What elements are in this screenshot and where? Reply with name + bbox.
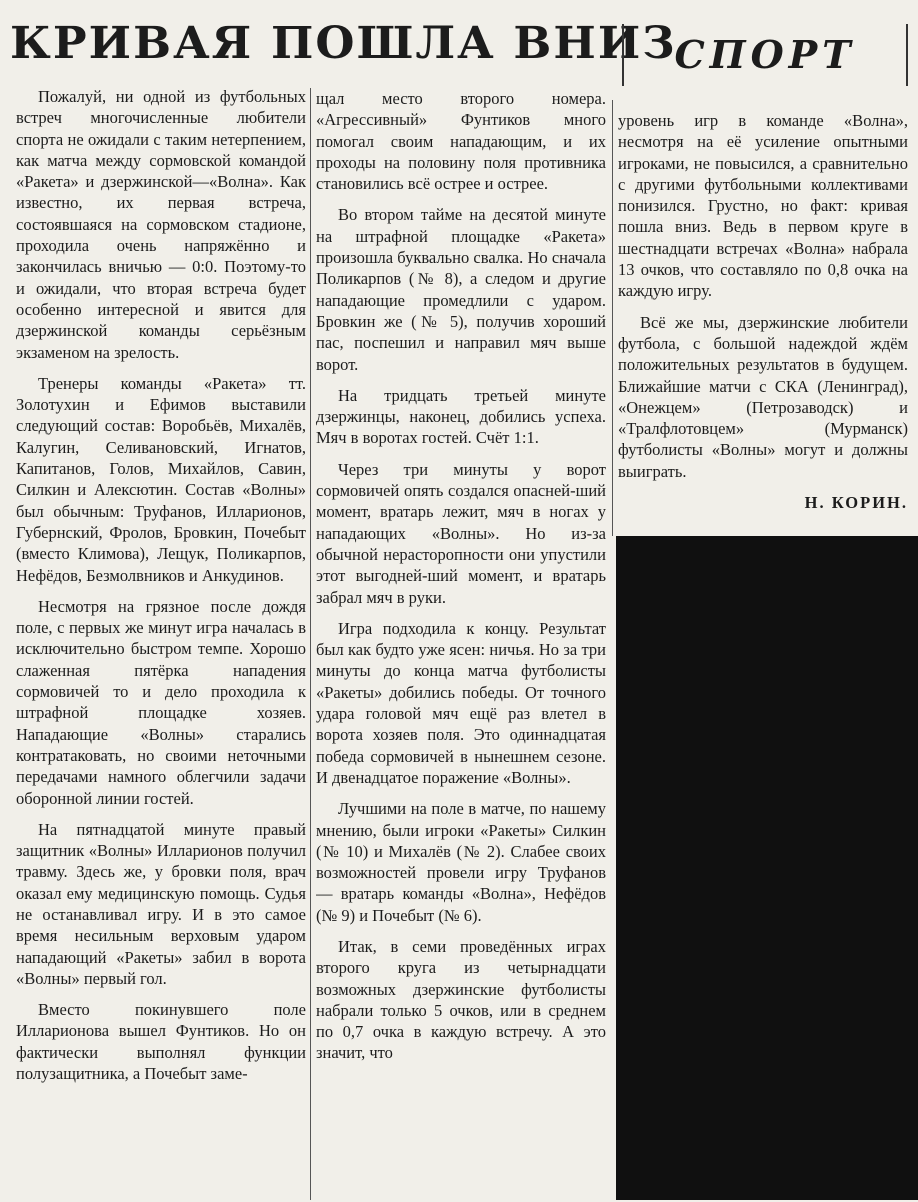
dark-redacted-area (616, 536, 918, 1200)
article-column-1 (16, 86, 306, 1200)
section-rubric (622, 24, 908, 86)
paragraph: Вместо покинувшего поле Илларионова вышел Фунтиков. Но он фактически выполнял функции полузащитника, а Почебыт заме- (16, 1000, 306, 1084)
paragraph: Несмотря на грязное после дождя поле, с первых же минут игра началась в исключительно быстром темпе. Хорошо слаженная пятёрка нападения сормовичей то и дело проходила к штрафной площадке хозяев. Нападающие «Волны» старались контратаковать, но своими неточными передачами намного облегчили задачи оборонной линии гостей. (16, 596, 306, 808)
article-column-3 (618, 110, 908, 530)
paragraph: Итак, в семи проведённых играх второго круга из четырнадцати возможных дзержинские футболисты набрали только 5 очков, или в среднем по 0,7 очка в каждую встречу. А это значит, что (316, 936, 606, 1063)
paragraph: уровень игр в команде «Волна», несмотря на её усиление опытными игроками, не повысился, а сравнительно с другими футбольными коллективами понизился. Грустно, но факт: кривая пошла вниз. Ведь в первом круге в шестнадцати встречах «Волна» набрала 13 очков, что составляло по 0,8 очка на каждую игру. (618, 111, 908, 301)
column-divider (310, 88, 311, 1200)
headline: КРИВАЯ ПОШЛА ВНИЗ (10, 18, 677, 69)
paragraph: Тренеры команды «Ракета» тт. Золотухин и Ефимов выставили следующий состав: Воробьёв, Михалёв, Калугин, Селивановский, Игнатов, Капитанов, Голов, Михайлов, Савин, Силкин и Алексютин. Состав «Волны» был обычным: Труфанов, Илларионов, Губернский, Фролов, Бровкин, Почебыт (вместо Климова), Лещук, Поликарпов, Нефёдов, Безмолвников и Анкудинов. (16, 373, 306, 585)
paragraph: Всё же мы, дзержинские любители футбола, с большой надеждой ждём положительных результатов в будущем. Ближайшие матчи с СКА (Ленинград), «Онежцем» (Петрозаводск) и «Тралфлотовцем» (Мурманск) футболисты «Волны» могут и должны выиграть. (618, 312, 908, 481)
column-divider (612, 100, 613, 536)
paragraph: Игра подходила к концу. Результат был как будто уже ясен: ничья. Но за три минуты до конца матча футболисты «Ракеты» добились победы. От точного удара головой мяч ещё раз влетел в ворота хозяев поля. Это одиннадцатая победа сормовичей в нынешнем сезоне. И двенадцатое поражение «Волны». (316, 618, 606, 787)
article-column-2 (316, 88, 606, 1202)
paragraph: щал место второго номера. «Агрессивный» Фунтиков много помогал своим нападающим, и их проходы на половину поля противника становились всё острее и острее. (316, 89, 606, 194)
paragraph: Через три минуты у ворот сормовичей опять создался опасней-ший момент, вратарь лежит, мяч в ногах у нападающих «Волны». Но из-за обычной нерасторопности они упустили этот выгодней-ший момент, и вратарь забрал мяч в руки. (316, 459, 606, 607)
paragraph: На тридцать третьей минуте дзержинцы, наконец, добились успеха. Мяч в воротах гостей. Счёт 1:1. (316, 385, 606, 448)
author-signature: Н. КОРИН. (804, 493, 908, 513)
paragraph: Пожалуй, ни одной из футбольных встреч многочисленные любители спорта не ожидали с таким нетерпением, как матча между сормовской командой «Ракета» и дзержинской—«Волна». Как известно, их первая встреча, состоявшаяся на сормовском стадионе, проходила очень напряжённо и закончилась вничью — 0:0. Поэтому-то и ожидали, что вторая встреча будет особенно интересной и явится для дзержинской команды серьёзным экзаменом на зрелость. (16, 87, 306, 362)
rubric-label: СПОРТ (674, 32, 856, 77)
paragraph: На пятнадцатой минуте правый защитник «Волны» Илларионов получил травму. Здесь же, у бровки поля, врач оказал ему медицинскую помощь. Судья не останавливал игру. И в это самое время несильным верховым ударом нападающий «Ракеты» забил в ворота «Волны» первый гол. (16, 819, 306, 988)
paragraph: Во втором тайме на десятой минуте на штрафной площадке «Ракета» произошла буквально свалка. Но сначала Поликарпов (№ 8), а следом и другие нападающие промедлили с ударом. Бровкин же (№ 5), получив хороший пас, поспешил и направил мяч выше ворот. (316, 205, 606, 374)
paragraph: Лучшими на поле в матче, по нашему мнению, были игроки «Ракеты» Силкин (№ 10) и Михалёв (№ 2). Слабее своих возможностей провели игру Труфанов — вратарь команды «Волна», Нефёдов (№ 9) и Почебыт (№ 6). (316, 799, 606, 925)
